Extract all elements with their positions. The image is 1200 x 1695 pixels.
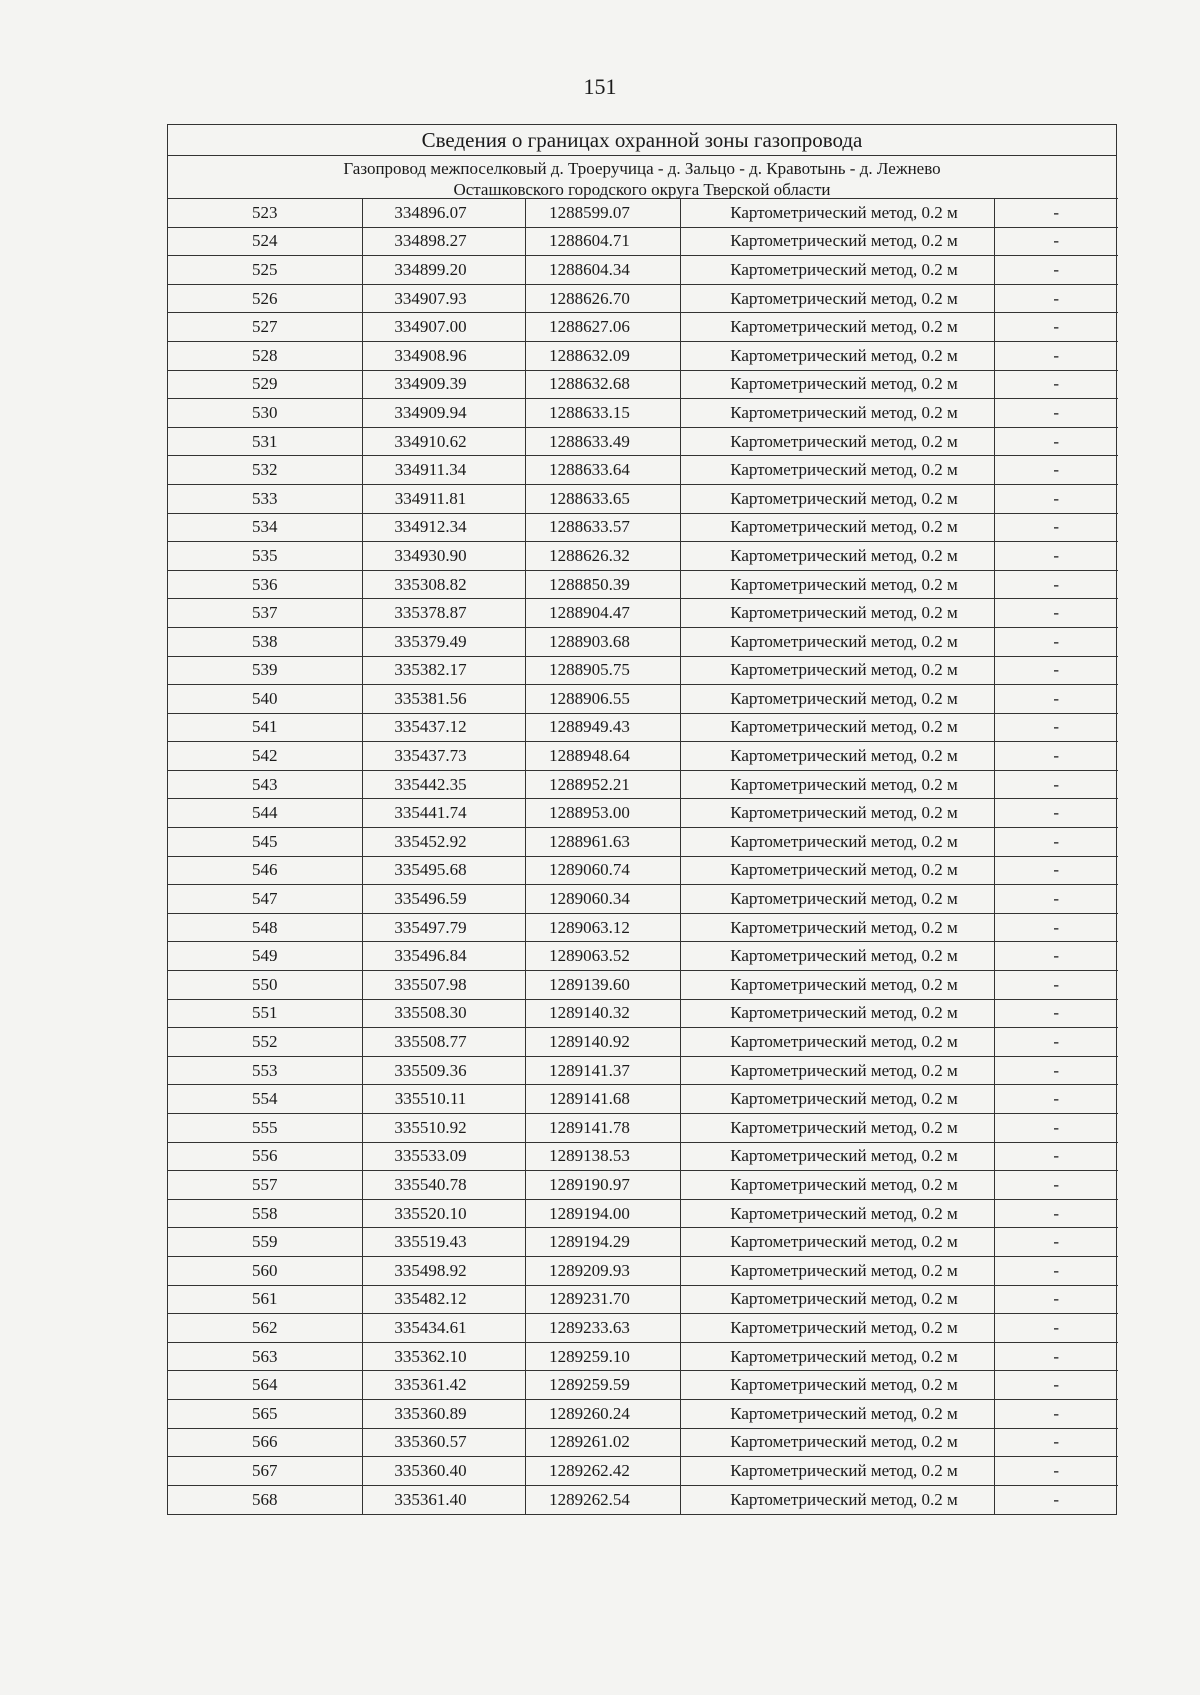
x-coordinate-cell: 334911.34: [362, 456, 525, 485]
x-coordinate-cell: 334907.00: [362, 313, 525, 342]
note-cell: -: [994, 885, 1118, 914]
y-coordinate-cell: 1288604.34: [525, 256, 680, 285]
method-accuracy-cell: Картометрический метод, 0.2 м: [680, 1114, 994, 1143]
method-accuracy-cell: Картометрический метод, 0.2 м: [680, 942, 994, 971]
table-row: [168, 1314, 1118, 1343]
x-coordinate-cell: 335441.74: [362, 799, 525, 828]
note-cell: -: [994, 599, 1118, 628]
note-cell: -: [994, 971, 1118, 1000]
x-coordinate-cell: 334909.39: [362, 370, 525, 399]
y-coordinate-cell: 1288850.39: [525, 570, 680, 599]
note-cell: -: [994, 828, 1118, 857]
method-accuracy-cell: Картометрический метод, 0.2 м: [680, 370, 994, 399]
method-accuracy-cell: Картометрический метод, 0.2 м: [680, 313, 994, 342]
point-number-cell: 525: [168, 256, 362, 285]
method-accuracy-cell: Картометрический метод, 0.2 м: [680, 599, 994, 628]
method-accuracy-cell: Картометрический метод, 0.2 м: [680, 1085, 994, 1114]
method-accuracy-cell: Картометрический метод, 0.2 м: [680, 856, 994, 885]
x-coordinate-cell: 335498.92: [362, 1256, 525, 1285]
table-row: [168, 341, 1118, 370]
table-row: [168, 513, 1118, 542]
x-coordinate-cell: 335360.40: [362, 1457, 525, 1486]
y-coordinate-cell: 1289260.24: [525, 1399, 680, 1428]
point-number-cell: 524: [168, 227, 362, 256]
table-row: [168, 1371, 1118, 1400]
y-coordinate-cell: 1289261.02: [525, 1428, 680, 1457]
method-accuracy-cell: Картометрический метод, 0.2 м: [680, 770, 994, 799]
y-coordinate-cell: 1289231.70: [525, 1285, 680, 1314]
point-number-cell: 547: [168, 885, 362, 914]
y-coordinate-cell: 1288905.75: [525, 656, 680, 685]
x-coordinate-cell: 334907.93: [362, 284, 525, 313]
x-coordinate-cell: 335520.10: [362, 1199, 525, 1228]
method-accuracy-cell: Картометрический метод, 0.2 м: [680, 1399, 994, 1428]
table-row: [168, 885, 1118, 914]
method-accuracy-cell: Картометрический метод, 0.2 м: [680, 256, 994, 285]
table-subtitle: [168, 156, 1116, 198]
note-cell: -: [994, 1199, 1118, 1228]
table-row: [168, 1171, 1118, 1200]
x-coordinate-cell: 335509.36: [362, 1056, 525, 1085]
table-row: [168, 1457, 1118, 1486]
x-coordinate-cell: 335495.68: [362, 856, 525, 885]
note-cell: -: [994, 227, 1118, 256]
point-number-cell: 548: [168, 913, 362, 942]
x-coordinate-cell: 334898.27: [362, 227, 525, 256]
note-cell: -: [994, 513, 1118, 542]
method-accuracy-cell: Картометрический метод, 0.2 м: [680, 913, 994, 942]
table-row: [168, 227, 1118, 256]
x-coordinate-cell: 334909.94: [362, 399, 525, 428]
point-number-cell: 542: [168, 742, 362, 771]
point-number-cell: 523: [168, 199, 362, 228]
y-coordinate-cell: 1289259.59: [525, 1371, 680, 1400]
x-coordinate-cell: 335519.43: [362, 1228, 525, 1257]
method-accuracy-cell: Картометрический метод, 0.2 м: [680, 1028, 994, 1057]
note-cell: -: [994, 685, 1118, 714]
subtitle-line-1: Газопровод межпоселковый д. Троеручица - д. Зальцо - д. Кравотынь - д. Лежнево: [343, 159, 941, 178]
y-coordinate-cell: 1289060.34: [525, 885, 680, 914]
point-number-cell: 558: [168, 1199, 362, 1228]
method-accuracy-cell: Картометрический метод, 0.2 м: [680, 1342, 994, 1371]
y-coordinate-cell: 1289141.78: [525, 1114, 680, 1143]
note-cell: -: [994, 1256, 1118, 1285]
table-row: [168, 627, 1118, 656]
y-coordinate-cell: 1289139.60: [525, 971, 680, 1000]
y-coordinate-cell: 1289141.37: [525, 1056, 680, 1085]
x-coordinate-cell: 335378.87: [362, 599, 525, 628]
point-number-cell: 556: [168, 1142, 362, 1171]
y-coordinate-cell: 1289262.54: [525, 1485, 680, 1514]
x-coordinate-cell: 335379.49: [362, 627, 525, 656]
point-number-cell: 549: [168, 942, 362, 971]
point-number-cell: 544: [168, 799, 362, 828]
x-coordinate-cell: 335362.10: [362, 1342, 525, 1371]
x-coordinate-cell: 334930.90: [362, 542, 525, 571]
y-coordinate-cell: 1289063.12: [525, 913, 680, 942]
note-cell: -: [994, 656, 1118, 685]
note-cell: -: [994, 484, 1118, 513]
table-row: [168, 1056, 1118, 1085]
x-coordinate-cell: 335442.35: [362, 770, 525, 799]
x-coordinate-cell: 335437.12: [362, 713, 525, 742]
method-accuracy-cell: Картометрический метод, 0.2 м: [680, 570, 994, 599]
method-accuracy-cell: Картометрический метод, 0.2 м: [680, 1428, 994, 1457]
table-row: [168, 542, 1118, 571]
table-row: [168, 1114, 1118, 1143]
note-cell: -: [994, 1085, 1118, 1114]
y-coordinate-cell: 1289140.32: [525, 999, 680, 1028]
method-accuracy-cell: Картометрический метод, 0.2 м: [680, 1056, 994, 1085]
method-accuracy-cell: Картометрический метод, 0.2 м: [680, 885, 994, 914]
method-accuracy-cell: Картометрический метод, 0.2 м: [680, 1228, 994, 1257]
point-number-cell: 539: [168, 656, 362, 685]
note-cell: -: [994, 999, 1118, 1028]
y-coordinate-cell: 1288904.47: [525, 599, 680, 628]
x-coordinate-cell: 335496.84: [362, 942, 525, 971]
table-row: [168, 913, 1118, 942]
x-coordinate-cell: 335496.59: [362, 885, 525, 914]
table-row: [168, 256, 1118, 285]
y-coordinate-cell: 1288604.71: [525, 227, 680, 256]
y-coordinate-cell: 1288632.68: [525, 370, 680, 399]
point-number-cell: 566: [168, 1428, 362, 1457]
x-coordinate-cell: 335533.09: [362, 1142, 525, 1171]
point-number-cell: 527: [168, 313, 362, 342]
y-coordinate-cell: 1288953.00: [525, 799, 680, 828]
point-number-cell: 537: [168, 599, 362, 628]
table-row: [168, 1399, 1118, 1428]
point-number-cell: 546: [168, 856, 362, 885]
method-accuracy-cell: Картометрический метод, 0.2 м: [680, 227, 994, 256]
point-number-cell: 528: [168, 341, 362, 370]
x-coordinate-cell: 335437.73: [362, 742, 525, 771]
y-coordinate-cell: 1289233.63: [525, 1314, 680, 1343]
x-coordinate-cell: 334908.96: [362, 341, 525, 370]
table-row: [168, 399, 1118, 428]
x-coordinate-cell: 335308.82: [362, 570, 525, 599]
y-coordinate-cell: 1288627.06: [525, 313, 680, 342]
method-accuracy-cell: Картометрический метод, 0.2 м: [680, 1256, 994, 1285]
x-coordinate-cell: 335540.78: [362, 1171, 525, 1200]
table-row: [168, 770, 1118, 799]
point-number-cell: 552: [168, 1028, 362, 1057]
point-number-cell: 565: [168, 1399, 362, 1428]
point-number-cell: 554: [168, 1085, 362, 1114]
x-coordinate-cell: 335510.92: [362, 1114, 525, 1143]
point-number-cell: 534: [168, 513, 362, 542]
method-accuracy-cell: Картометрический метод, 0.2 м: [680, 1485, 994, 1514]
table-row: [168, 999, 1118, 1028]
note-cell: -: [994, 313, 1118, 342]
table-row: [168, 1256, 1118, 1285]
table-row: [168, 313, 1118, 342]
note-cell: -: [994, 770, 1118, 799]
x-coordinate-cell: 335360.57: [362, 1428, 525, 1457]
method-accuracy-cell: Картометрический метод, 0.2 м: [680, 742, 994, 771]
table-row: [168, 599, 1118, 628]
note-cell: -: [994, 341, 1118, 370]
point-number-cell: 553: [168, 1056, 362, 1085]
note-cell: -: [994, 1428, 1118, 1457]
point-number-cell: 551: [168, 999, 362, 1028]
point-number-cell: 562: [168, 1314, 362, 1343]
method-accuracy-cell: Картометрический метод, 0.2 м: [680, 828, 994, 857]
y-coordinate-cell: 1288599.07: [525, 199, 680, 228]
table-row: [168, 828, 1118, 857]
method-accuracy-cell: Картометрический метод, 0.2 м: [680, 513, 994, 542]
y-coordinate-cell: 1288632.09: [525, 341, 680, 370]
note-cell: -: [994, 799, 1118, 828]
note-cell: -: [994, 542, 1118, 571]
point-number-cell: 543: [168, 770, 362, 799]
y-coordinate-cell: 1288949.43: [525, 713, 680, 742]
note-cell: -: [994, 742, 1118, 771]
method-accuracy-cell: Картометрический метод, 0.2 м: [680, 284, 994, 313]
x-coordinate-cell: 334911.81: [362, 484, 525, 513]
y-coordinate-cell: 1288633.65: [525, 484, 680, 513]
note-cell: -: [994, 1314, 1118, 1343]
point-number-cell: 564: [168, 1371, 362, 1400]
method-accuracy-cell: Картометрический метод, 0.2 м: [680, 971, 994, 1000]
method-accuracy-cell: Картометрический метод, 0.2 м: [680, 399, 994, 428]
method-accuracy-cell: Картометрический метод, 0.2 м: [680, 199, 994, 228]
point-number-cell: 550: [168, 971, 362, 1000]
point-number-cell: 545: [168, 828, 362, 857]
x-coordinate-cell: 335508.77: [362, 1028, 525, 1057]
method-accuracy-cell: Картометрический метод, 0.2 м: [680, 799, 994, 828]
method-accuracy-cell: Картометрический метод, 0.2 м: [680, 456, 994, 485]
table-row: [168, 856, 1118, 885]
x-coordinate-cell: 335497.79: [362, 913, 525, 942]
method-accuracy-cell: Картометрический метод, 0.2 м: [680, 656, 994, 685]
y-coordinate-cell: 1289190.97: [525, 1171, 680, 1200]
note-cell: -: [994, 942, 1118, 971]
y-coordinate-cell: 1288626.32: [525, 542, 680, 571]
note-cell: -: [994, 627, 1118, 656]
note-cell: -: [994, 456, 1118, 485]
method-accuracy-cell: Картометрический метод, 0.2 м: [680, 484, 994, 513]
point-number-cell: 526: [168, 284, 362, 313]
note-cell: -: [994, 199, 1118, 228]
table-row: [168, 656, 1118, 685]
point-number-cell: 557: [168, 1171, 362, 1200]
note-cell: -: [994, 913, 1118, 942]
x-coordinate-cell: 335510.11: [362, 1085, 525, 1114]
method-accuracy-cell: Картометрический метод, 0.2 м: [680, 1142, 994, 1171]
method-accuracy-cell: Картометрический метод, 0.2 м: [680, 1171, 994, 1200]
table-row: [168, 1285, 1118, 1314]
x-coordinate-cell: 335482.12: [362, 1285, 525, 1314]
method-accuracy-cell: Картометрический метод, 0.2 м: [680, 427, 994, 456]
method-accuracy-cell: Картометрический метод, 0.2 м: [680, 1199, 994, 1228]
table-row: [168, 942, 1118, 971]
point-number-cell: 567: [168, 1457, 362, 1486]
point-number-cell: 530: [168, 399, 362, 428]
method-accuracy-cell: Картометрический метод, 0.2 м: [680, 685, 994, 714]
y-coordinate-cell: 1288633.49: [525, 427, 680, 456]
table-row: [168, 370, 1118, 399]
table-row: [168, 284, 1118, 313]
note-cell: -: [994, 1371, 1118, 1400]
point-number-cell: 532: [168, 456, 362, 485]
table-row: [168, 1142, 1118, 1171]
x-coordinate-cell: 335434.61: [362, 1314, 525, 1343]
y-coordinate-cell: 1288903.68: [525, 627, 680, 656]
table-row: [168, 1028, 1118, 1057]
x-coordinate-cell: 335381.56: [362, 685, 525, 714]
x-coordinate-cell: 335452.92: [362, 828, 525, 857]
point-number-cell: 568: [168, 1485, 362, 1514]
table-row: [168, 1428, 1118, 1457]
note-cell: -: [994, 399, 1118, 428]
note-cell: -: [994, 1114, 1118, 1143]
y-coordinate-cell: 1289262.42: [525, 1457, 680, 1486]
y-coordinate-cell: 1289209.93: [525, 1256, 680, 1285]
x-coordinate-cell: 334899.20: [362, 256, 525, 285]
table-row: [168, 742, 1118, 771]
y-coordinate-cell: 1288906.55: [525, 685, 680, 714]
method-accuracy-cell: Картометрический метод, 0.2 м: [680, 1314, 994, 1343]
point-number-cell: 560: [168, 1256, 362, 1285]
note-cell: -: [994, 1142, 1118, 1171]
x-coordinate-cell: 335360.89: [362, 1399, 525, 1428]
y-coordinate-cell: 1289060.74: [525, 856, 680, 885]
x-coordinate-cell: 334912.34: [362, 513, 525, 542]
point-number-cell: 533: [168, 484, 362, 513]
y-coordinate-cell: 1289259.10: [525, 1342, 680, 1371]
method-accuracy-cell: Картометрический метод, 0.2 м: [680, 999, 994, 1028]
y-coordinate-cell: 1288633.15: [525, 399, 680, 428]
y-coordinate-cell: 1289063.52: [525, 942, 680, 971]
note-cell: -: [994, 427, 1118, 456]
boundary-table-sheet: [167, 124, 1117, 1515]
note-cell: -: [994, 1457, 1118, 1486]
table-row: [168, 971, 1118, 1000]
coordinates-table: [168, 198, 1118, 1514]
table-row: [168, 1199, 1118, 1228]
note-cell: -: [994, 370, 1118, 399]
note-cell: -: [994, 1485, 1118, 1514]
method-accuracy-cell: Картометрический метод, 0.2 м: [680, 1371, 994, 1400]
point-number-cell: 561: [168, 1285, 362, 1314]
table-title: Сведения о границах охранной зоны газопровода: [168, 125, 1116, 156]
y-coordinate-cell: 1289138.53: [525, 1142, 680, 1171]
table-row: [168, 1342, 1118, 1371]
note-cell: -: [994, 713, 1118, 742]
point-number-cell: 536: [168, 570, 362, 599]
table-row: [168, 799, 1118, 828]
y-coordinate-cell: 1289194.29: [525, 1228, 680, 1257]
point-number-cell: 538: [168, 627, 362, 656]
table-row: [168, 685, 1118, 714]
note-cell: -: [994, 256, 1118, 285]
note-cell: -: [994, 570, 1118, 599]
point-number-cell: 541: [168, 713, 362, 742]
page-number: 151: [583, 74, 617, 99]
note-cell: -: [994, 1171, 1118, 1200]
point-number-cell: 540: [168, 685, 362, 714]
point-number-cell: 529: [168, 370, 362, 399]
method-accuracy-cell: Картометрический метод, 0.2 м: [680, 1285, 994, 1314]
table-row: [168, 1485, 1118, 1514]
table-row: [168, 713, 1118, 742]
point-number-cell: 563: [168, 1342, 362, 1371]
note-cell: -: [994, 1228, 1118, 1257]
note-cell: -: [994, 1342, 1118, 1371]
x-coordinate-cell: 334910.62: [362, 427, 525, 456]
table-row: [168, 427, 1118, 456]
table-row: [168, 484, 1118, 513]
point-number-cell: 535: [168, 542, 362, 571]
table-row: [168, 1085, 1118, 1114]
method-accuracy-cell: Картометрический метод, 0.2 м: [680, 542, 994, 571]
y-coordinate-cell: 1288626.70: [525, 284, 680, 313]
x-coordinate-cell: 335508.30: [362, 999, 525, 1028]
x-coordinate-cell: 335361.42: [362, 1371, 525, 1400]
point-number-cell: 555: [168, 1114, 362, 1143]
y-coordinate-cell: 1288633.57: [525, 513, 680, 542]
x-coordinate-cell: 334896.07: [362, 199, 525, 228]
note-cell: -: [994, 1028, 1118, 1057]
note-cell: -: [994, 1056, 1118, 1085]
table-row: [168, 199, 1118, 228]
y-coordinate-cell: 1288948.64: [525, 742, 680, 771]
y-coordinate-cell: 1288961.63: [525, 828, 680, 857]
point-number-cell: 531: [168, 427, 362, 456]
x-coordinate-cell: 335361.40: [362, 1485, 525, 1514]
note-cell: -: [994, 1285, 1118, 1314]
x-coordinate-cell: 335382.17: [362, 656, 525, 685]
table-row: [168, 570, 1118, 599]
y-coordinate-cell: 1288633.64: [525, 456, 680, 485]
note-cell: -: [994, 1399, 1118, 1428]
y-coordinate-cell: 1289140.92: [525, 1028, 680, 1057]
note-cell: -: [994, 856, 1118, 885]
y-coordinate-cell: 1289194.00: [525, 1199, 680, 1228]
method-accuracy-cell: Картометрический метод, 0.2 м: [680, 627, 994, 656]
table-row: [168, 1228, 1118, 1257]
note-cell: -: [994, 284, 1118, 313]
point-number-cell: 559: [168, 1228, 362, 1257]
x-coordinate-cell: 335507.98: [362, 971, 525, 1000]
subtitle-line-2: Осташковского городского округа Тверской области: [453, 180, 831, 199]
y-coordinate-cell: 1288952.21: [525, 770, 680, 799]
y-coordinate-cell: 1289141.68: [525, 1085, 680, 1114]
method-accuracy-cell: Картометрический метод, 0.2 м: [680, 1457, 994, 1486]
method-accuracy-cell: Картометрический метод, 0.2 м: [680, 713, 994, 742]
coordinates-table-body: [168, 199, 1118, 1514]
table-row: [168, 456, 1118, 485]
method-accuracy-cell: Картометрический метод, 0.2 м: [680, 341, 994, 370]
